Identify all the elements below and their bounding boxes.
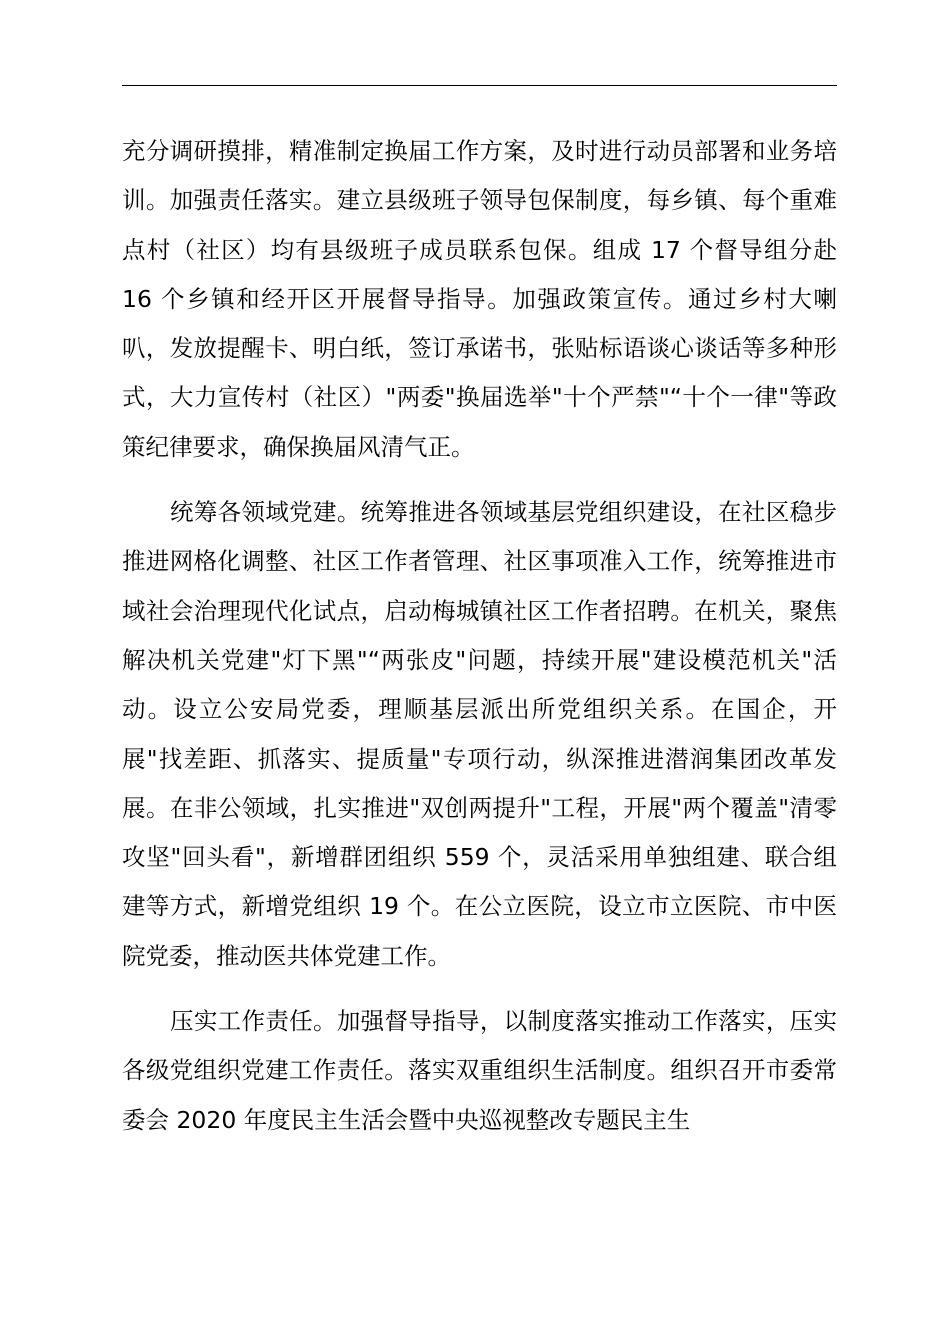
paragraph-2: 统筹各领域党建。统筹推进各领域基层党组织建设，在社区稳步推进网格化调整、社区工作者管理、社区事项准入工作，统筹推进市域社会治理现代化试点，启动梅城镇社区工作者招聘。在机关，聚焦解决机关党建"灯下黑"“两张皮"问题，持续开展"建设模范机关"活动。设立公安局党委，理顺基层派出所党组织关系。在国企，开展"找差距、抓落实、提质量"专项行动，纵深推进潜润集团改革发展。在非公领域，扎实推进"双创两提升"工程，开展"两个覆盖"清零攻坚"回头看"，新增群团组织 559 个，灵活采用单独组建、联合组建等方式，新增党组织 19 个。在公立医院，设立市立医院、市中医院党委，推动医共体党建工作。: [122, 498, 837, 970]
paragraph-1: 充分调研摸排，精准制定换届工作方案，及时进行动员部署和业务培训。加强责任落实。建立县级班子领导包保制度，每乡镇、每个重难点村（社区）均有县级班子成员联系包保。组成 17 个督导组分赴 16 个乡镇和经开区开展督导指导。加强政策宣传。通过乡村大喇叭，发放提醒卡、明白纸，签订承诺书，张贴标语谈心谈话等多种形式，大力宣传村（社区）"两委"换届选举"十个严禁"“十个一律"等政策纪律要求，确保换届风清气正。: [122, 137, 837, 461]
header-rule: [122, 85, 837, 86]
paragraph-3: 压实工作责任。加强督导指导，以制度落实推动工作落实，压实各级党组织党建工作责任。落实双重组织生活制度。组织召开市委常委会 2020 年度民主生活会暨中央巡视整改专题民主生: [122, 1007, 837, 1134]
document-body: [122, 127, 837, 1145]
